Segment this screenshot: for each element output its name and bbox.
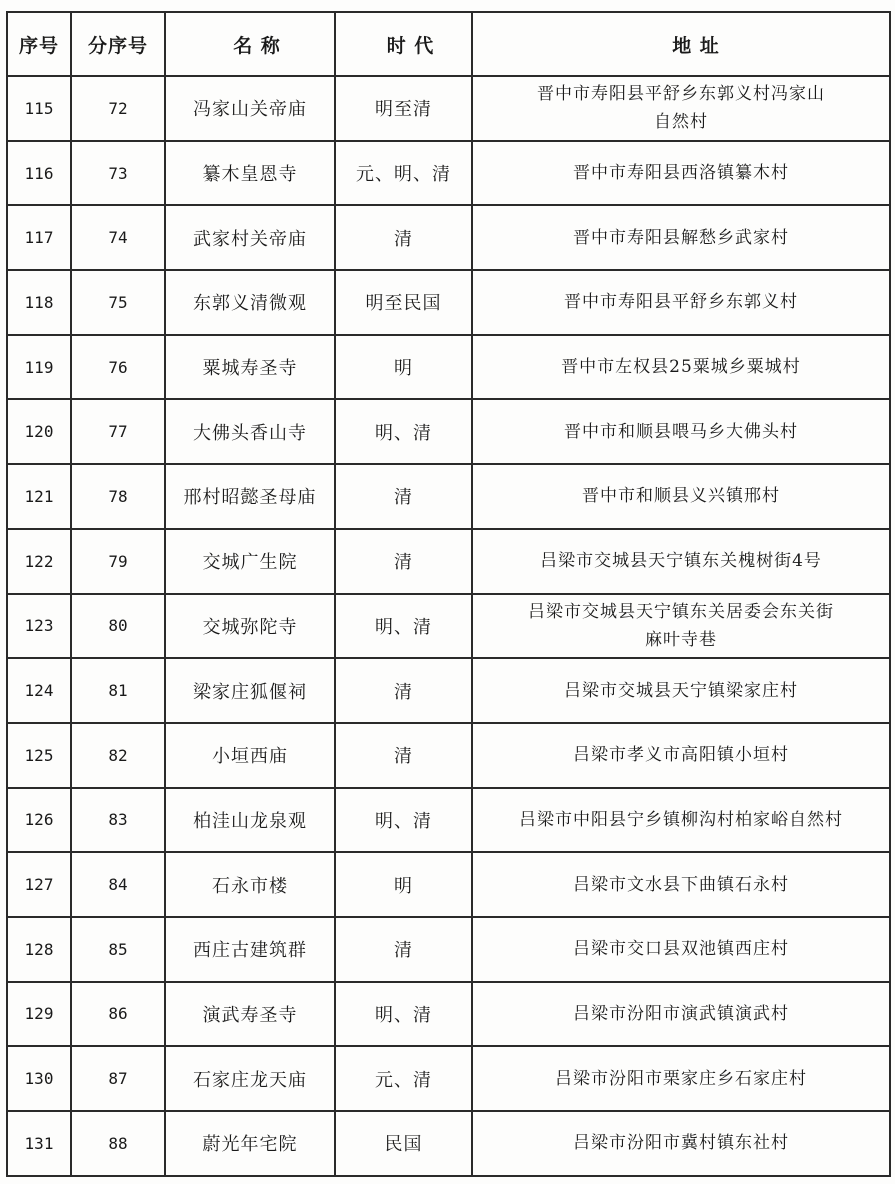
- cell-subseq: 78: [71, 464, 165, 529]
- cell-subseq: 81: [71, 658, 165, 723]
- cell-subseq: 84: [71, 852, 165, 917]
- cell-address: [472, 723, 890, 788]
- address-line: 晋中市寿阳县西洛镇纂木村: [573, 163, 789, 184]
- cell-seq: 125: [7, 723, 71, 788]
- cell-name: 梁家庄狐偃祠: [165, 658, 335, 723]
- table-row: [7, 723, 890, 788]
- cell-address: [472, 788, 890, 853]
- cell-seq: 118: [7, 270, 71, 335]
- cell-era: 明、清: [335, 982, 472, 1047]
- cell-era: 清: [335, 529, 472, 594]
- cell-seq: 120: [7, 399, 71, 464]
- table-row: [7, 982, 890, 1047]
- heritage-sites-table: [6, 11, 891, 1177]
- cell-subseq: 79: [71, 529, 165, 594]
- cell-era: 明: [335, 852, 472, 917]
- cell-address: [472, 594, 890, 659]
- cell-address: [472, 335, 890, 400]
- address-line: 吕梁市交口县双池镇西庄村: [573, 939, 789, 960]
- cell-subseq: 80: [71, 594, 165, 659]
- address-line: 自然村: [654, 112, 708, 133]
- cell-era: 清: [335, 723, 472, 788]
- cell-name: 演武寿圣寺: [165, 982, 335, 1047]
- cell-era: 明: [335, 335, 472, 400]
- cell-era: 明至清: [335, 76, 472, 141]
- cell-name: 纂木皇恩寺: [165, 141, 335, 206]
- address-line: 吕梁市汾阳市演武镇演武村: [573, 1003, 789, 1024]
- cell-era: 清: [335, 205, 472, 270]
- cell-era: 明、清: [335, 788, 472, 853]
- cell-seq: 127: [7, 852, 71, 917]
- cell-name: 冯家山关帝庙: [165, 76, 335, 141]
- cell-name: 东郭义清微观: [165, 270, 335, 335]
- cell-subseq: 73: [71, 141, 165, 206]
- address-line: 吕梁市中阳县宁乡镇柳沟村柏家峪自然村: [519, 809, 843, 830]
- cell-era: 明、清: [335, 399, 472, 464]
- cell-subseq: 82: [71, 723, 165, 788]
- cell-seq: 122: [7, 529, 71, 594]
- table-row: [7, 594, 890, 659]
- address-line: 吕梁市交城县天宁镇梁家庄村: [564, 680, 798, 701]
- cell-seq: 126: [7, 788, 71, 853]
- cell-name: 邢村昭懿圣母庙: [165, 464, 335, 529]
- cell-subseq: 74: [71, 205, 165, 270]
- table-header-row: [7, 12, 890, 76]
- address-line: 吕梁市孝义市高阳镇小垣村: [573, 745, 789, 766]
- header-name: 名 称: [165, 12, 335, 76]
- address-line: 吕梁市文水县下曲镇石永村: [573, 874, 789, 895]
- cell-name: 蔚光年宅院: [165, 1111, 335, 1176]
- cell-era: 明、清: [335, 594, 472, 659]
- cell-address: [472, 529, 890, 594]
- cell-seq: 128: [7, 917, 71, 982]
- table-row: [7, 205, 890, 270]
- cell-name: 交城弥陀寺: [165, 594, 335, 659]
- cell-address: [472, 141, 890, 206]
- table-row: [7, 917, 890, 982]
- cell-name: 小垣西庙: [165, 723, 335, 788]
- cell-seq: 117: [7, 205, 71, 270]
- cell-address: [472, 76, 890, 141]
- cell-seq: 123: [7, 594, 71, 659]
- address-line: 晋中市寿阳县解愁乡武家村: [573, 227, 789, 248]
- address-line: 晋中市寿阳县平舒乡东郭义村冯家山: [537, 84, 825, 105]
- cell-era: 清: [335, 917, 472, 982]
- address-line: 吕梁市汾阳市冀村镇东社村: [573, 1133, 789, 1154]
- cell-subseq: 75: [71, 270, 165, 335]
- address-line: 麻叶寺巷: [645, 629, 717, 650]
- header-era: 时 代: [335, 12, 472, 76]
- cell-name: 石家庄龙天庙: [165, 1046, 335, 1111]
- cell-era: 元、清: [335, 1046, 472, 1111]
- header-address: 地 址: [472, 12, 890, 76]
- cell-seq: 131: [7, 1111, 71, 1176]
- table-row: [7, 335, 890, 400]
- header-subseq: 分序号: [71, 12, 165, 76]
- cell-address: [472, 205, 890, 270]
- cell-address: [472, 658, 890, 723]
- cell-seq: 115: [7, 76, 71, 141]
- cell-address: [472, 270, 890, 335]
- cell-seq: 130: [7, 1046, 71, 1111]
- cell-address: [472, 399, 890, 464]
- cell-subseq: 72: [71, 76, 165, 141]
- table-row: [7, 464, 890, 529]
- cell-name: 西庄古建筑群: [165, 917, 335, 982]
- cell-era: 元、明、清: [335, 141, 472, 206]
- table-row: [7, 658, 890, 723]
- cell-address: [472, 982, 890, 1047]
- cell-name: 大佛头香山寺: [165, 399, 335, 464]
- table-row: [7, 76, 890, 141]
- cell-address: [472, 1111, 890, 1176]
- cell-subseq: 76: [71, 335, 165, 400]
- cell-subseq: 88: [71, 1111, 165, 1176]
- table-row: [7, 852, 890, 917]
- cell-name: 交城广生院: [165, 529, 335, 594]
- address-line: 晋中市和顺县义兴镇邢村: [582, 486, 780, 507]
- cell-address: [472, 917, 890, 982]
- cell-name: 柏洼山龙泉观: [165, 788, 335, 853]
- cell-seq: 129: [7, 982, 71, 1047]
- header-seq: 序号: [7, 12, 71, 76]
- address-line: 晋中市和顺县喂马乡大佛头村: [564, 421, 798, 442]
- cell-subseq: 77: [71, 399, 165, 464]
- cell-address: [472, 852, 890, 917]
- address-line: 晋中市左权县25粟城乡粟城村: [561, 357, 801, 378]
- address-line: 吕梁市交城县天宁镇东关居委会东关街: [528, 601, 834, 622]
- cell-name: 石永市楼: [165, 852, 335, 917]
- table-row: [7, 1111, 890, 1176]
- cell-subseq: 87: [71, 1046, 165, 1111]
- address-line: 晋中市寿阳县平舒乡东郭义村: [564, 292, 798, 313]
- table-row: [7, 529, 890, 594]
- cell-subseq: 86: [71, 982, 165, 1047]
- cell-era: 清: [335, 464, 472, 529]
- cell-address: [472, 464, 890, 529]
- cell-subseq: 83: [71, 788, 165, 853]
- cell-seq: 124: [7, 658, 71, 723]
- cell-subseq: 85: [71, 917, 165, 982]
- table-row: [7, 399, 890, 464]
- address-line: 吕梁市汾阳市栗家庄乡石家庄村: [555, 1068, 807, 1089]
- cell-era: 民国: [335, 1111, 472, 1176]
- cell-name: 武家村关帝庙: [165, 205, 335, 270]
- cell-seq: 121: [7, 464, 71, 529]
- table-row: [7, 788, 890, 853]
- cell-era: 明至民国: [335, 270, 472, 335]
- cell-seq: 119: [7, 335, 71, 400]
- cell-seq: 116: [7, 141, 71, 206]
- address-line: 吕梁市交城县天宁镇东关槐树街4号: [540, 551, 822, 572]
- table-row: [7, 1046, 890, 1111]
- cell-era: 清: [335, 658, 472, 723]
- table-row: [7, 270, 890, 335]
- cell-name: 粟城寿圣寺: [165, 335, 335, 400]
- table-row: [7, 141, 890, 206]
- table-body: [7, 76, 890, 1176]
- cell-address: [472, 1046, 890, 1111]
